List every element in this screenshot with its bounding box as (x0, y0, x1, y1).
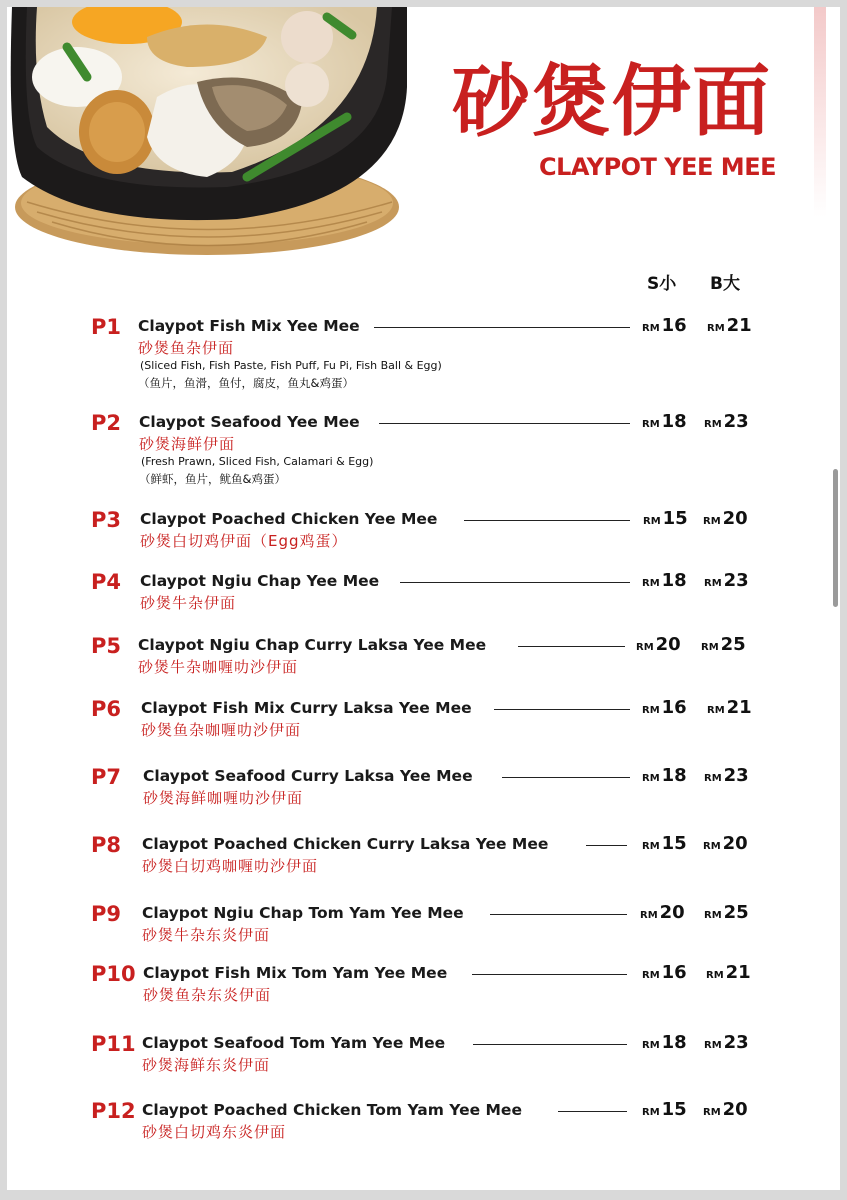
price-value: 20 (722, 833, 748, 854)
price-big (707, 697, 752, 718)
price-value: 15 (661, 833, 687, 854)
menu-item (7, 315, 840, 390)
item-code: P9 (91, 902, 122, 926)
price-small (642, 1032, 687, 1053)
currency-label: RM (704, 910, 722, 921)
item-name-chinese: 砂煲鱼杂伊面 (138, 339, 235, 357)
item-name-english: Claypot Ngiu Chap Tom Yam Yee Mee (142, 904, 464, 922)
currency-label: RM (704, 1040, 722, 1051)
price-small (642, 962, 687, 983)
price-value: 20 (659, 902, 685, 923)
menu-item (7, 570, 840, 630)
item-name-english: Claypot Ngiu Chap Yee Mee (140, 572, 380, 590)
item-name-chinese: 砂煲牛杂东炎伊面 (142, 926, 271, 944)
price-small (642, 697, 687, 718)
item-name-english: Claypot Poached Chicken Curry Laksa Yee Mee (142, 835, 549, 853)
currency-label: RM (642, 773, 660, 784)
menu-item (7, 833, 840, 893)
price-value: 23 (723, 765, 749, 786)
currency-label: RM (706, 970, 724, 981)
leader-line (400, 582, 630, 583)
price-small (640, 902, 685, 923)
price-value: 16 (661, 315, 687, 336)
price-big (704, 411, 749, 432)
item-code: P5 (91, 634, 122, 658)
item-code: P12 (91, 1099, 136, 1123)
price-value: 21 (726, 697, 752, 718)
menu-item (7, 1099, 840, 1159)
price-small (643, 508, 688, 529)
price-value: 16 (661, 697, 687, 718)
menu-item (7, 765, 840, 825)
currency-label: RM (704, 419, 722, 430)
menu-item (7, 634, 840, 694)
price-value: 18 (661, 1032, 687, 1053)
item-name-chinese: 砂煲鱼杂咖喱叻沙伊面 (141, 721, 302, 739)
price-value: 23 (723, 1032, 749, 1053)
title-english: CLAYPOT YEE MEE (539, 153, 776, 181)
price-big (704, 1032, 749, 1053)
scrollbar[interactable] (833, 469, 838, 607)
item-name-chinese: 砂煲白切鸡伊面（Egg鸡蛋） (140, 532, 348, 550)
price-small (642, 570, 687, 591)
price-value: 18 (661, 765, 687, 786)
currency-label: RM (642, 705, 660, 716)
leader-line (473, 1044, 627, 1045)
item-name-chinese: 砂煲牛杂咖喱叻沙伊面 (138, 658, 299, 676)
item-description-english: (Fresh Prawn, Sliced Fish, Calamari & Egg) (141, 455, 374, 468)
menu-page (7, 7, 840, 1190)
menu-item (7, 962, 840, 1022)
price-value: 21 (725, 962, 751, 983)
leader-line (502, 777, 630, 778)
price-big (703, 508, 748, 529)
currency-label: RM (701, 642, 719, 653)
currency-label: RM (642, 323, 660, 334)
item-code: P1 (91, 315, 122, 339)
item-code: P2 (91, 411, 122, 435)
title-chinese: 砂煲伊面 (452, 57, 773, 147)
currency-label: RM (640, 910, 658, 921)
menu-item (7, 697, 840, 757)
item-name-chinese: 砂煲牛杂伊面 (140, 594, 237, 612)
item-code: P7 (91, 765, 122, 789)
price-small (642, 833, 687, 854)
currency-label: RM (707, 323, 725, 334)
currency-label: RM (643, 516, 661, 527)
currency-label: RM (642, 578, 660, 589)
price-big (704, 902, 749, 923)
size-header-small: S小 (647, 274, 677, 294)
price-value: 25 (723, 902, 749, 923)
price-big (704, 570, 749, 591)
leader-line (374, 327, 630, 328)
price-value: 20 (722, 508, 748, 529)
currency-label: RM (704, 578, 722, 589)
item-name-english: Claypot Fish Mix Curry Laksa Yee Mee (141, 699, 472, 717)
item-name-english: Claypot Seafood Yee Mee (139, 413, 360, 431)
item-code: P6 (91, 697, 122, 721)
price-small (642, 315, 687, 336)
leader-line (494, 709, 630, 710)
price-value: 15 (662, 508, 688, 529)
leader-line (586, 845, 627, 846)
leader-line (464, 520, 630, 521)
item-name-chinese: 砂煲海鲜咖喱叻沙伊面 (143, 789, 304, 807)
price-value: 20 (655, 634, 681, 655)
item-code: P10 (91, 962, 136, 986)
currency-label: RM (703, 1107, 721, 1118)
menu-item (7, 902, 840, 962)
leader-line (472, 974, 627, 975)
item-name-chinese: 砂煲鱼杂东炎伊面 (143, 986, 272, 1004)
size-header-big: B大 (710, 274, 740, 294)
price-value: 21 (726, 315, 752, 336)
menu-item (7, 1032, 840, 1092)
price-value: 20 (722, 1099, 748, 1120)
price-big (704, 765, 749, 786)
leader-line (490, 914, 627, 915)
item-name-english: Claypot Seafood Tom Yam Yee Mee (142, 1034, 446, 1052)
item-code: P4 (91, 570, 122, 594)
price-small (636, 634, 681, 655)
price-value: 18 (661, 570, 687, 591)
currency-label: RM (642, 1107, 660, 1118)
price-value: 23 (723, 411, 749, 432)
edge-stripe (814, 7, 826, 217)
leader-line (379, 423, 630, 424)
price-value: 25 (720, 634, 746, 655)
price-big (701, 634, 746, 655)
item-name-english: Claypot Ngiu Chap Curry Laksa Yee Mee (138, 636, 487, 654)
item-name-english: Claypot Poached Chicken Tom Yam Yee Mee (142, 1101, 522, 1119)
price-big (706, 962, 751, 983)
item-name-english: Claypot Seafood Curry Laksa Yee Mee (143, 767, 473, 785)
price-small (642, 1099, 687, 1120)
item-code: P8 (91, 833, 122, 857)
menu-item (7, 411, 840, 486)
price-big (703, 833, 748, 854)
item-name-chinese: 砂煲白切鸡咖喱叻沙伊面 (142, 857, 319, 875)
price-value: 16 (661, 962, 687, 983)
price-value: 23 (723, 570, 749, 591)
item-code: P11 (91, 1032, 136, 1056)
item-name-english: Claypot Fish Mix Tom Yam Yee Mee (143, 964, 448, 982)
price-small (642, 765, 687, 786)
currency-label: RM (642, 1040, 660, 1051)
currency-label: RM (636, 642, 654, 653)
currency-label: RM (703, 516, 721, 527)
item-name-chinese: 砂煲白切鸡东炎伊面 (142, 1123, 287, 1141)
claypot-photo (7, 7, 417, 262)
price-value: 15 (661, 1099, 687, 1120)
item-code: P3 (91, 508, 122, 532)
price-small (642, 411, 687, 432)
item-name-english: Claypot Fish Mix Yee Mee (138, 317, 360, 335)
item-name-chinese: 砂煲海鲜东炎伊面 (142, 1056, 271, 1074)
item-name-chinese: 砂煲海鲜伊面 (139, 435, 236, 453)
currency-label: RM (642, 419, 660, 430)
price-big (707, 315, 752, 336)
currency-label: RM (704, 773, 722, 784)
leader-line (558, 1111, 627, 1112)
currency-label: RM (707, 705, 725, 716)
price-big (703, 1099, 748, 1120)
leader-line (518, 646, 625, 647)
item-description-chinese: （鱼片，鱼滑，鱼付，腐皮，鱼丸&鸡蛋） (138, 376, 354, 390)
currency-label: RM (642, 970, 660, 981)
item-name-english: Claypot Poached Chicken Yee Mee (140, 510, 438, 528)
menu-item (7, 508, 840, 568)
currency-label: RM (703, 841, 721, 852)
item-description-english: (Sliced Fish, Fish Paste, Fish Puff, Fu Pi, Fish Ball & Egg) (140, 359, 442, 372)
price-value: 18 (661, 411, 687, 432)
item-description-chinese: （鲜虾，鱼片，鱿鱼&鸡蛋） (139, 472, 286, 486)
currency-label: RM (642, 841, 660, 852)
